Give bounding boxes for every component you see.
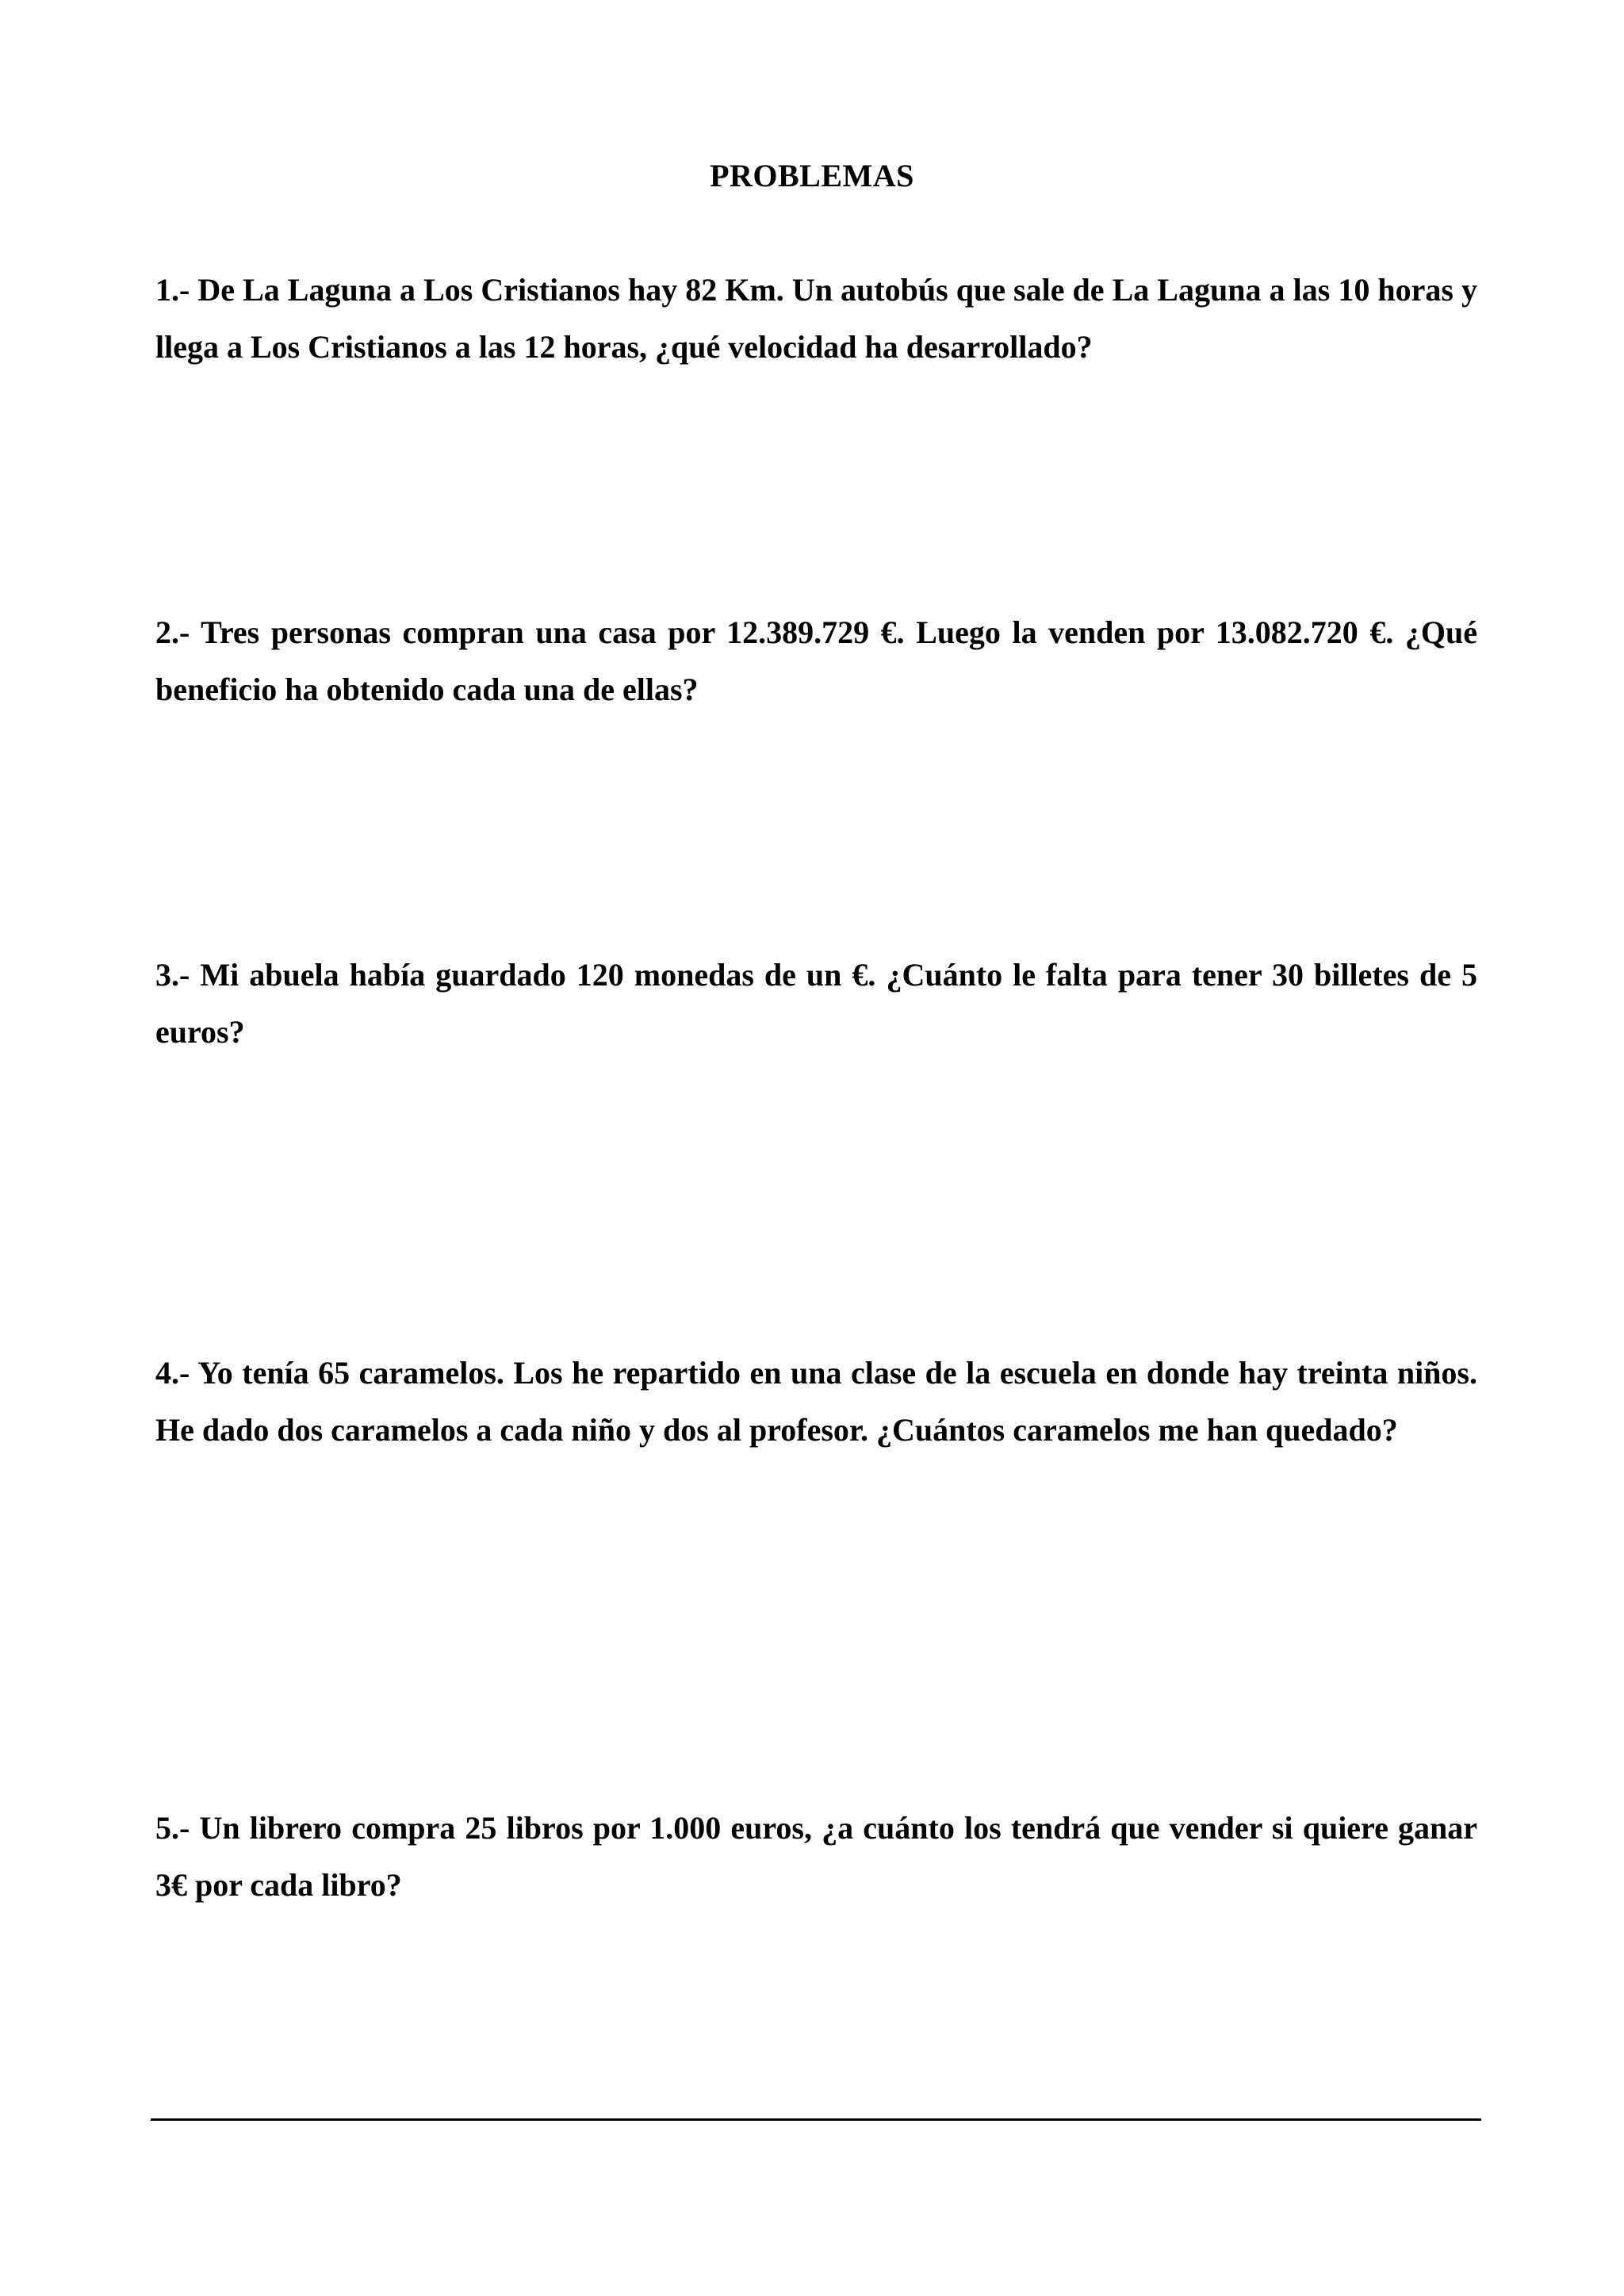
- problem-1: 1.- De La Laguna a Los Cristianos hay 82 Km. Un autobús que sale de La Laguna a las 10 horas y llega a Los Cristianos a las 12 horas, ¿qué velocidad ha desarrollado?: [155, 272, 1477, 365]
- footer-divider: [151, 2118, 1481, 2121]
- page-title: PROBLEMAS: [710, 158, 914, 193]
- problem-4: 4.- Yo tenía 65 caramelos. Los he repartido en una clase de la escuela en donde hay treinta niños. He dado dos caramelos a cada niño y dos al profesor. ¿Cuántos caramelos me han quedado?: [155, 1355, 1477, 1448]
- problem-3: 3.- Mi abuela había guardado 120 monedas de un €. ¿Cuánto le falta para tener 30 billetes de 5 euros?: [155, 957, 1477, 1050]
- problem-2: 2.- Tres personas compran una casa por 12.389.729 €. Luego la venden por 13.082.720 €. ¿Qué beneficio ha obtenido cada una de ellas?: [155, 614, 1477, 707]
- problem-5: 5.- Un librero compra 25 libros por 1.000 euros, ¿a cuánto los tendrá que vender si quiere ganar 3€ por cada libro?: [155, 1810, 1477, 1903]
